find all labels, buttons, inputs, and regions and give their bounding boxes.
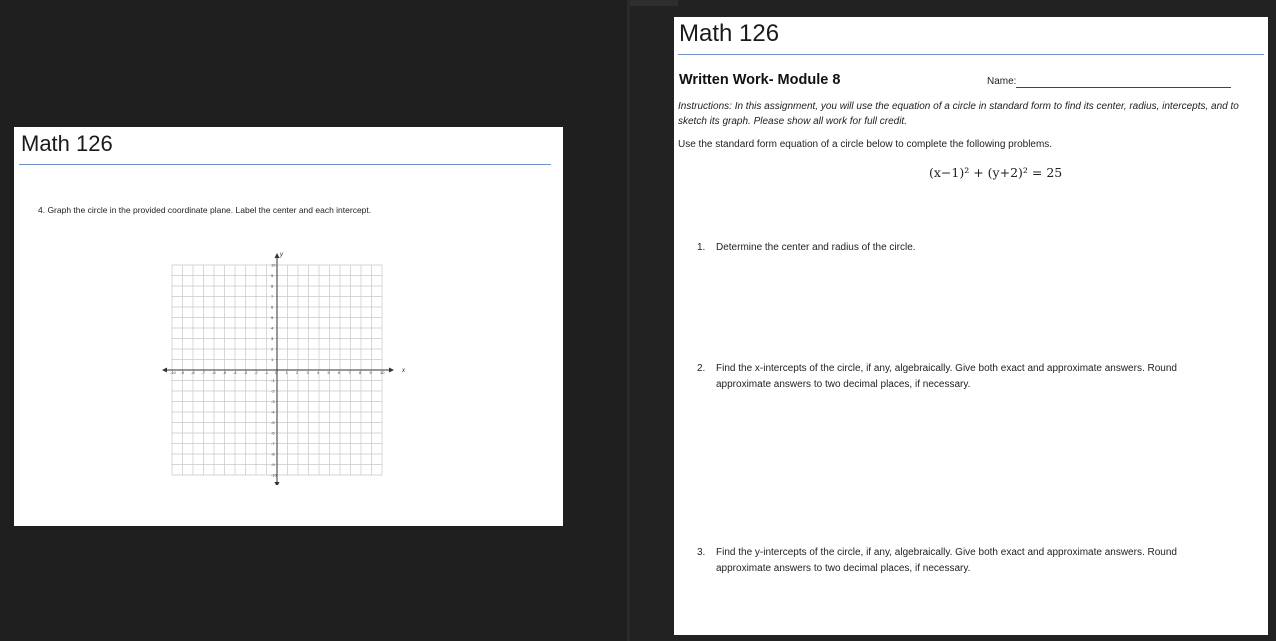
x-tick-label: 9 [369, 370, 372, 375]
problem-3 [697, 545, 1237, 579]
x-axis-arrow-left [162, 368, 167, 373]
y-axis-arrow-up [275, 253, 280, 258]
axes [162, 253, 394, 485]
y-tick-label: 8 [271, 283, 274, 289]
x-axis-arrow-right [389, 368, 394, 373]
y-tick-label: -9 [271, 462, 275, 467]
y-axis-label: y [280, 252, 283, 258]
x-tick-label: 10 [380, 370, 385, 375]
x-tick-label: -7 [201, 370, 206, 375]
problem-number: 3. [697, 547, 706, 558]
problem-number: 1. [697, 242, 706, 253]
x-tick-label: 4 [317, 370, 320, 375]
title-rule [678, 54, 1264, 55]
y-tick-label: -2 [271, 388, 275, 394]
y-tick-label: 3 [271, 336, 274, 341]
document-page-left [14, 127, 563, 526]
y-tick-label: 1 [271, 357, 274, 362]
y-tick-label: 2 [271, 346, 274, 352]
y-tick-label: -4 [271, 409, 275, 415]
y-tick-label: -8 [271, 451, 275, 457]
name-label: Name: [987, 76, 1017, 87]
y-tick-label: -1 [271, 378, 275, 383]
problem-text: Determine the center and radius of the circle. [716, 242, 916, 253]
use-standard-text: Use the standard form equation of a circle below to complete the following problems. [678, 139, 1053, 150]
page-title: Math 126 [679, 20, 780, 47]
x-tick-label: -3 [243, 370, 248, 375]
x-tick-label: -1 [264, 370, 269, 375]
y-tick-label: 7 [271, 294, 274, 299]
problem-number: 2. [697, 363, 706, 374]
page-title: Math 126 [21, 131, 113, 156]
assignment-title: Written Work- Module 8 [679, 72, 841, 88]
x-tick-label: -4 [233, 370, 237, 375]
x-tick-label: 1 [285, 370, 288, 375]
x-tick-label: 3 [306, 370, 309, 375]
title-rule [19, 164, 551, 165]
y-tick-label: 9 [271, 273, 274, 278]
x-tick-label: 7 [348, 370, 351, 375]
problem-2 [697, 361, 1237, 395]
x-tick-label: -6 [212, 370, 216, 375]
y-tick-label: 5 [271, 315, 274, 320]
x-tick-label: -8 [191, 370, 195, 375]
y-tick-label: -3 [271, 399, 275, 404]
circle-equation: (x−1)² + (y+2)² = 25 [929, 165, 1063, 180]
problem-text: Find the y-intercepts of the circle, if any, algebraically. Give both exact and approximate answers. Round approximate answers to two decimal places, if necessary. [716, 547, 1177, 574]
y-tick-label: -6 [271, 430, 275, 436]
y-axis-arrow-down [275, 482, 280, 485]
name-blank-line [1016, 87, 1231, 88]
problem-text: Find the x-intercepts of the circle, if any, algebraically. Give both exact and approximate answers. Round approximate answers to two decimal places, if necessary. [716, 363, 1177, 390]
x-tick-label: 6 [338, 370, 341, 375]
x-tick-label: 0 [275, 370, 278, 375]
x-tick-label: -10 [170, 370, 176, 375]
problem-1 [697, 240, 1237, 256]
pane-divider[interactable] [627, 0, 630, 641]
toolbar-stub [630, 0, 678, 6]
instructions: Instructions: In this assignment, you will use the equation of a circle in standard form to find its center, radius, intercepts, and to sketch its graph. Please show all work for full credit. [678, 101, 1239, 127]
y-tick-label: -10 [271, 472, 277, 478]
y-tick-label: 10 [271, 262, 276, 268]
x-tick-label: 2 [296, 370, 299, 375]
x-tick-label: -9 [180, 370, 185, 375]
question-4: 4. Graph the circle in the provided coordinate plane. Label the center and each intercept. [38, 205, 372, 215]
x-tick-label: 5 [327, 370, 330, 375]
x-axis-label: x [402, 368, 405, 374]
y-tick-label: -7 [271, 441, 275, 446]
y-tick-label: 6 [271, 304, 274, 310]
x-tick-label: -2 [254, 370, 258, 375]
y-tick-label: -5 [271, 420, 275, 425]
x-tick-label: -5 [222, 370, 227, 375]
x-tick-label: 8 [359, 370, 362, 375]
coordinate-plane [162, 245, 407, 485]
document-page-right [674, 17, 1268, 635]
y-tick-label: 4 [271, 325, 274, 331]
